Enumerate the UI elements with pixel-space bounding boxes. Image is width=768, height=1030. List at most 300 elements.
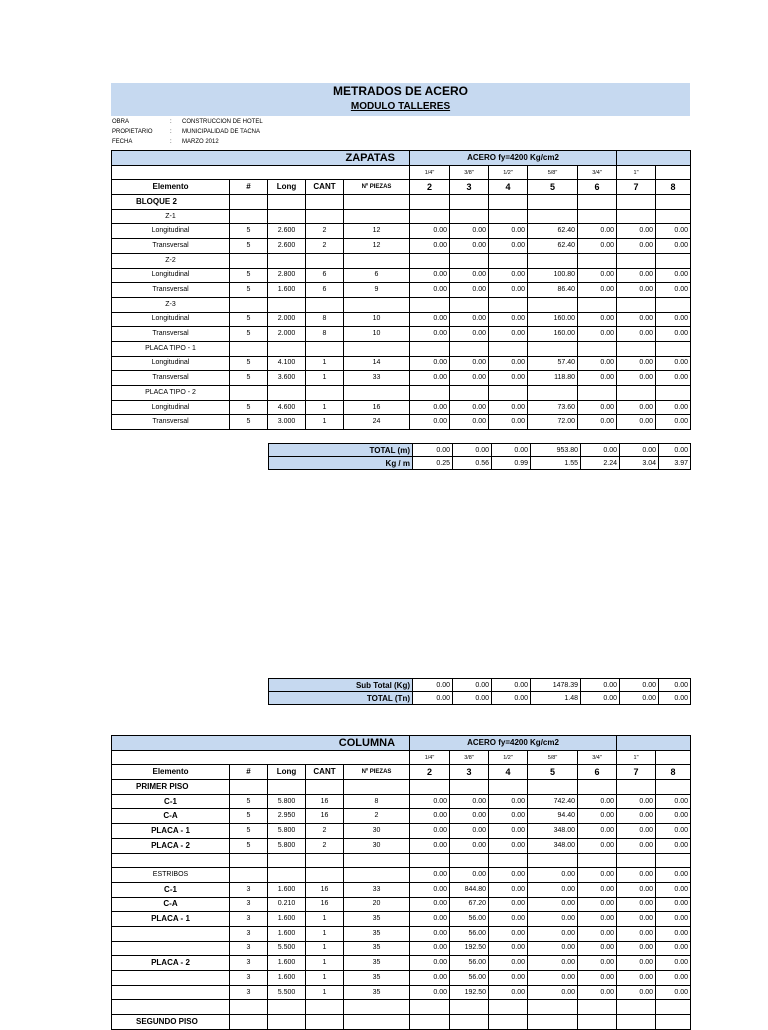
cell-value: 0.00 bbox=[617, 415, 656, 430]
cell-value: 0.00 bbox=[578, 809, 617, 824]
empty-cell bbox=[230, 253, 268, 268]
table-row bbox=[112, 780, 691, 795]
empty-cell bbox=[410, 780, 450, 795]
cell-value: 0.00 bbox=[450, 809, 489, 824]
diameter-label: 3/4" bbox=[578, 750, 617, 765]
cell-cant: 8 bbox=[306, 327, 344, 342]
cell-value: 0.00 bbox=[489, 794, 528, 809]
empty-cell bbox=[578, 253, 617, 268]
empty-cell bbox=[656, 386, 691, 401]
empty-cell bbox=[450, 253, 489, 268]
element-name: C-A bbox=[112, 809, 230, 824]
cell-value: 0.00 bbox=[578, 971, 617, 986]
empty-cell bbox=[268, 386, 306, 401]
cell-count: 5 bbox=[230, 327, 268, 342]
diameter-label: 3/4" bbox=[578, 165, 617, 180]
cell-value: 0.00 bbox=[528, 897, 578, 912]
cell-value: 0.00 bbox=[656, 941, 691, 956]
column-header: Long bbox=[268, 180, 306, 195]
empty-cell bbox=[268, 1015, 306, 1030]
diameter-label: 1/4" bbox=[410, 750, 450, 765]
total-label: TOTAL (Tn) bbox=[269, 692, 413, 705]
cell-cant: 8 bbox=[306, 312, 344, 327]
element-name: Transversal bbox=[112, 283, 230, 298]
empty-cell bbox=[268, 853, 306, 868]
cell-value: 0.00 bbox=[617, 897, 656, 912]
cell-value: 0.00 bbox=[656, 868, 691, 883]
empty-cell bbox=[528, 297, 578, 312]
element-name: Longitudinal bbox=[112, 268, 230, 283]
cell-value: 0.00 bbox=[656, 356, 691, 371]
column-header: Long bbox=[268, 765, 306, 780]
cell-value: 0.00 bbox=[528, 971, 578, 986]
table-row bbox=[112, 838, 691, 853]
table-row bbox=[112, 341, 691, 356]
zapatas-table bbox=[111, 150, 691, 430]
cell-cant: 1 bbox=[306, 371, 344, 386]
cell-count: 5 bbox=[230, 415, 268, 430]
cell-cant: 1 bbox=[306, 985, 344, 1000]
element-name bbox=[112, 926, 230, 941]
cell-value: 0.00 bbox=[450, 327, 489, 342]
cell-value: 118.80 bbox=[528, 371, 578, 386]
cell-value: 0.00 bbox=[656, 971, 691, 986]
cell-long: 1.600 bbox=[268, 882, 306, 897]
cell-count: 5 bbox=[230, 809, 268, 824]
total-value: 0.00 bbox=[492, 679, 531, 692]
empty-cell bbox=[306, 386, 344, 401]
cell-value: 0.00 bbox=[489, 956, 528, 971]
cell-value: 0.00 bbox=[410, 312, 450, 327]
cell-value: 0.00 bbox=[528, 985, 578, 1000]
cell-value: 0.00 bbox=[450, 239, 489, 254]
empty-cell bbox=[617, 386, 656, 401]
empty-cell bbox=[617, 253, 656, 268]
cell-value: 0.00 bbox=[489, 268, 528, 283]
empty-cell bbox=[578, 1000, 617, 1015]
cell-value: 0.00 bbox=[450, 224, 489, 239]
group-label: BLOQUE 2 bbox=[112, 195, 230, 210]
column-header-row bbox=[112, 180, 691, 195]
cell-value: 56.00 bbox=[450, 912, 489, 927]
cell-count: 5 bbox=[230, 400, 268, 415]
cell-value: 0.00 bbox=[489, 838, 528, 853]
column-header: 7 bbox=[617, 765, 656, 780]
empty-cell bbox=[656, 253, 691, 268]
empty-cell bbox=[344, 386, 410, 401]
cell-value: 0.00 bbox=[578, 912, 617, 927]
empty-cell bbox=[450, 853, 489, 868]
cell-count: 5 bbox=[230, 838, 268, 853]
cell-value: 0.00 bbox=[617, 912, 656, 927]
table-row bbox=[112, 415, 691, 430]
cell-value: 67.20 bbox=[450, 897, 489, 912]
cell-count: 3 bbox=[230, 912, 268, 927]
cell-piezas: 12 bbox=[344, 224, 410, 239]
empty-cell bbox=[268, 341, 306, 356]
cell-value: 0.00 bbox=[489, 415, 528, 430]
cell-value: 0.00 bbox=[450, 794, 489, 809]
total-value: 0.00 bbox=[659, 679, 691, 692]
zapatas-totals bbox=[268, 443, 691, 470]
diameter-label: 1" bbox=[617, 165, 656, 180]
cell-value: 0.00 bbox=[450, 268, 489, 283]
cell-value: 73.60 bbox=[528, 400, 578, 415]
cell-value: 0.00 bbox=[410, 794, 450, 809]
total-value: 0.99 bbox=[492, 457, 531, 470]
total-label: Kg / m bbox=[269, 457, 413, 470]
subgroup-label: Z-2 bbox=[112, 253, 230, 268]
column-header: 2 bbox=[410, 180, 450, 195]
cell-cant: 6 bbox=[306, 283, 344, 298]
cell-value: 0.00 bbox=[489, 985, 528, 1000]
total-value: 0.00 bbox=[659, 444, 691, 457]
total-value: 0.00 bbox=[492, 444, 531, 457]
total-value: 0.00 bbox=[659, 692, 691, 705]
empty-cell bbox=[528, 853, 578, 868]
total-value: 0.00 bbox=[620, 679, 659, 692]
cell-cant: 16 bbox=[306, 897, 344, 912]
empty-cell bbox=[450, 1000, 489, 1015]
table-row bbox=[112, 882, 691, 897]
page-subtitle: MODULO TALLERES bbox=[350, 101, 451, 112]
table-row bbox=[112, 1000, 691, 1015]
cell-piezas: 6 bbox=[344, 268, 410, 283]
cell-piezas: 30 bbox=[344, 838, 410, 853]
empty-cell bbox=[656, 780, 691, 795]
empty-cell bbox=[656, 1015, 691, 1030]
cell-long: 4.100 bbox=[268, 356, 306, 371]
cell-cant: 1 bbox=[306, 400, 344, 415]
cell-value: 160.00 bbox=[528, 312, 578, 327]
empty-cell bbox=[344, 297, 410, 312]
cell-value: 0.00 bbox=[617, 985, 656, 1000]
element-name: C-1 bbox=[112, 794, 230, 809]
empty-cell bbox=[578, 209, 617, 224]
cell-value: 844.80 bbox=[450, 882, 489, 897]
empty-cell bbox=[230, 853, 268, 868]
table-row bbox=[112, 371, 691, 386]
cell-value: 0.00 bbox=[410, 882, 450, 897]
cell-long: 5.800 bbox=[268, 794, 306, 809]
cell-value: 0.00 bbox=[410, 809, 450, 824]
empty-cell bbox=[268, 297, 306, 312]
cell-value: 56.00 bbox=[450, 926, 489, 941]
cell-value: 0.00 bbox=[578, 327, 617, 342]
cell-value: 0.00 bbox=[617, 971, 656, 986]
table-row bbox=[112, 941, 691, 956]
total-value: 3.04 bbox=[620, 457, 659, 470]
total-label: TOTAL (m) bbox=[269, 444, 413, 457]
band-empty bbox=[617, 736, 691, 751]
empty-cell bbox=[410, 1000, 450, 1015]
cell-value: 0.00 bbox=[410, 838, 450, 853]
cell-value: 0.00 bbox=[617, 312, 656, 327]
cell-value: 0.00 bbox=[617, 941, 656, 956]
diameter-row bbox=[112, 165, 691, 180]
empty-cell bbox=[489, 853, 528, 868]
cell-value: 192.50 bbox=[450, 985, 489, 1000]
cell-value: 0.00 bbox=[656, 224, 691, 239]
empty-cell bbox=[578, 341, 617, 356]
cell-value: 0.00 bbox=[410, 400, 450, 415]
empty-cell bbox=[344, 253, 410, 268]
columna-table bbox=[111, 735, 691, 1030]
total-value: 0.00 bbox=[413, 444, 453, 457]
total-row bbox=[269, 679, 691, 692]
cell-count: 5 bbox=[230, 312, 268, 327]
cell-count: 5 bbox=[230, 224, 268, 239]
empty-cell bbox=[528, 195, 578, 210]
cell-long: 5.500 bbox=[268, 941, 306, 956]
cell-value: 0.00 bbox=[489, 224, 528, 239]
cell-value: 56.00 bbox=[450, 971, 489, 986]
cell-value: 0.00 bbox=[617, 882, 656, 897]
cell-value: 0.00 bbox=[528, 926, 578, 941]
cell-count bbox=[230, 868, 268, 883]
cell-value: 0.00 bbox=[617, 371, 656, 386]
table-row bbox=[112, 312, 691, 327]
total-value: 0.00 bbox=[581, 679, 620, 692]
table-row bbox=[112, 794, 691, 809]
diameter-label: 5/8" bbox=[528, 165, 578, 180]
table-row bbox=[112, 868, 691, 883]
cell-value: 100.80 bbox=[528, 268, 578, 283]
cell-value: 0.00 bbox=[528, 941, 578, 956]
column-header: 2 bbox=[410, 765, 450, 780]
total-value: 0.00 bbox=[453, 444, 492, 457]
total-row bbox=[269, 457, 691, 470]
cell-piezas: 35 bbox=[344, 985, 410, 1000]
cell-value: 0.00 bbox=[656, 882, 691, 897]
empty-cell bbox=[489, 341, 528, 356]
cell-value: 0.00 bbox=[489, 356, 528, 371]
empty-cell bbox=[344, 1000, 410, 1015]
cell-long: 4.600 bbox=[268, 400, 306, 415]
empty-cell bbox=[578, 386, 617, 401]
empty-cell bbox=[528, 780, 578, 795]
subgroup-label: PLACA TIPO - 2 bbox=[112, 386, 230, 401]
cell-value: 0.00 bbox=[656, 985, 691, 1000]
empty-cell bbox=[528, 386, 578, 401]
empty-cell bbox=[450, 386, 489, 401]
column-header: Elemento bbox=[112, 180, 230, 195]
cell-value: 94.40 bbox=[528, 809, 578, 824]
empty-cell bbox=[268, 209, 306, 224]
cell-value: 0.00 bbox=[578, 824, 617, 839]
cell-value: 0.00 bbox=[617, 824, 656, 839]
cell-piezas: 10 bbox=[344, 327, 410, 342]
table-row bbox=[112, 985, 691, 1000]
cell-value: 0.00 bbox=[578, 283, 617, 298]
subgroup-label: Z-1 bbox=[112, 209, 230, 224]
cell-value: 0.00 bbox=[450, 371, 489, 386]
cell-count: 3 bbox=[230, 956, 268, 971]
empty-cell bbox=[410, 1015, 450, 1030]
cell-count: 5 bbox=[230, 794, 268, 809]
column-header: 6 bbox=[578, 180, 617, 195]
element-name: ESTRIBOS bbox=[112, 868, 230, 883]
column-header: 3 bbox=[450, 765, 489, 780]
table-row bbox=[112, 400, 691, 415]
total-value: 0.00 bbox=[581, 692, 620, 705]
cell-value: 0.00 bbox=[410, 356, 450, 371]
empty-cell bbox=[230, 780, 268, 795]
element-name: C-A bbox=[112, 897, 230, 912]
cell-value: 0.00 bbox=[578, 926, 617, 941]
empty-cell bbox=[450, 1015, 489, 1030]
zapatas-subtotals bbox=[268, 678, 691, 705]
cell-value: 0.00 bbox=[656, 912, 691, 927]
element-name: PLACA - 2 bbox=[112, 956, 230, 971]
empty-cell bbox=[450, 341, 489, 356]
empty-cell bbox=[344, 341, 410, 356]
cell-value: 0.00 bbox=[489, 400, 528, 415]
cell-long: 2.600 bbox=[268, 239, 306, 254]
empty-cell bbox=[578, 853, 617, 868]
column-header: 8 bbox=[656, 765, 691, 780]
group-label: PRIMER PISO bbox=[112, 780, 230, 795]
cell-value: 0.00 bbox=[656, 400, 691, 415]
cell-count: 3 bbox=[230, 985, 268, 1000]
cell-value: 0.00 bbox=[528, 882, 578, 897]
cell-value: 0.00 bbox=[410, 897, 450, 912]
cell-value: 0.00 bbox=[528, 868, 578, 883]
cell-value: 0.00 bbox=[410, 239, 450, 254]
cell-cant: 1 bbox=[306, 912, 344, 927]
empty-cell bbox=[410, 341, 450, 356]
cell-value: 0.00 bbox=[489, 824, 528, 839]
cell-cant: 2 bbox=[306, 239, 344, 254]
cell-long: 1.600 bbox=[268, 971, 306, 986]
cell-cant: 16 bbox=[306, 882, 344, 897]
cell-value: 0.00 bbox=[410, 327, 450, 342]
cell-cant: 2 bbox=[306, 838, 344, 853]
cell-piezas: 35 bbox=[344, 912, 410, 927]
column-header: 5 bbox=[528, 765, 578, 780]
empty-cell bbox=[528, 341, 578, 356]
empty-cell bbox=[306, 341, 344, 356]
cell-long: 2.000 bbox=[268, 327, 306, 342]
cell-value: 0.00 bbox=[410, 868, 450, 883]
column-header: Nº PIEZAS bbox=[344, 180, 410, 195]
cell-count: 5 bbox=[230, 268, 268, 283]
diameter-label: 3/8" bbox=[450, 750, 489, 765]
acero-label: ACERO fy=4200 Kg/cm2 bbox=[410, 151, 617, 166]
column-header: 4 bbox=[489, 180, 528, 195]
cell-value: 0.00 bbox=[617, 239, 656, 254]
cell-long bbox=[268, 868, 306, 883]
cell-piezas: 20 bbox=[344, 897, 410, 912]
empty-cell bbox=[489, 253, 528, 268]
cell-cant: 6 bbox=[306, 268, 344, 283]
element-name: Longitudinal bbox=[112, 312, 230, 327]
cell-value: 0.00 bbox=[489, 239, 528, 254]
diameter-label bbox=[656, 165, 691, 180]
total-value: 0.00 bbox=[453, 692, 492, 705]
column-header: 4 bbox=[489, 765, 528, 780]
column-header: 8 bbox=[656, 180, 691, 195]
cell-value: 0.00 bbox=[656, 415, 691, 430]
cell-count: 3 bbox=[230, 926, 268, 941]
cell-value: 0.00 bbox=[410, 956, 450, 971]
cell-piezas: 2 bbox=[344, 809, 410, 824]
element-name bbox=[112, 985, 230, 1000]
column-header: CANT bbox=[306, 765, 344, 780]
empty-cell bbox=[489, 209, 528, 224]
cell-value: 0.00 bbox=[617, 327, 656, 342]
cell-value: 0.00 bbox=[656, 809, 691, 824]
table-row bbox=[112, 195, 691, 210]
table-row bbox=[112, 956, 691, 971]
cell-piezas: 30 bbox=[344, 824, 410, 839]
table-row bbox=[112, 253, 691, 268]
cell-value: 0.00 bbox=[617, 794, 656, 809]
cell-value: 0.00 bbox=[578, 268, 617, 283]
table-row bbox=[112, 283, 691, 298]
page-title: METRADOS DE ACERO bbox=[333, 84, 468, 98]
cell-value: 0.00 bbox=[656, 794, 691, 809]
empty-cell bbox=[656, 209, 691, 224]
cell-value: 160.00 bbox=[528, 327, 578, 342]
cell-piezas: 14 bbox=[344, 356, 410, 371]
total-value: 1478.39 bbox=[531, 679, 581, 692]
cell-count: 5 bbox=[230, 824, 268, 839]
cell-value: 0.00 bbox=[489, 926, 528, 941]
cell-value: 192.50 bbox=[450, 941, 489, 956]
empty-cell bbox=[230, 1015, 268, 1030]
cell-value: 0.00 bbox=[489, 312, 528, 327]
cell-value: 0.00 bbox=[656, 926, 691, 941]
empty-cell bbox=[230, 386, 268, 401]
empty-cell bbox=[578, 195, 617, 210]
column-header: CANT bbox=[306, 180, 344, 195]
cell-value: 0.00 bbox=[410, 415, 450, 430]
empty-cell bbox=[306, 1015, 344, 1030]
cell-value: 0.00 bbox=[578, 794, 617, 809]
cell-value: 0.00 bbox=[656, 897, 691, 912]
cell-cant: 1 bbox=[306, 956, 344, 971]
empty-cell bbox=[528, 253, 578, 268]
empty-cell bbox=[528, 1000, 578, 1015]
total-value: 0.00 bbox=[581, 444, 620, 457]
cell-cant: 1 bbox=[306, 971, 344, 986]
cell-long: 1.600 bbox=[268, 956, 306, 971]
cell-value: 62.40 bbox=[528, 239, 578, 254]
element-name bbox=[112, 941, 230, 956]
cell-piezas: 33 bbox=[344, 371, 410, 386]
cell-value: 0.00 bbox=[656, 268, 691, 283]
element-name: PLACA - 1 bbox=[112, 824, 230, 839]
total-value: 0.56 bbox=[453, 457, 492, 470]
empty-cell bbox=[230, 341, 268, 356]
cell-value: 0.00 bbox=[578, 371, 617, 386]
element-name: Transversal bbox=[112, 371, 230, 386]
cell-cant: 1 bbox=[306, 941, 344, 956]
cell-count: 5 bbox=[230, 239, 268, 254]
cell-value: 0.00 bbox=[578, 956, 617, 971]
empty-cell bbox=[489, 1015, 528, 1030]
cell-value: 62.40 bbox=[528, 224, 578, 239]
cell-value: 0.00 bbox=[617, 956, 656, 971]
cell-value: 0.00 bbox=[617, 868, 656, 883]
cell-value: 0.00 bbox=[410, 824, 450, 839]
empty-cell bbox=[656, 297, 691, 312]
empty-cell bbox=[268, 195, 306, 210]
table-row bbox=[112, 209, 691, 224]
empty-cell bbox=[489, 780, 528, 795]
empty-cell bbox=[268, 780, 306, 795]
